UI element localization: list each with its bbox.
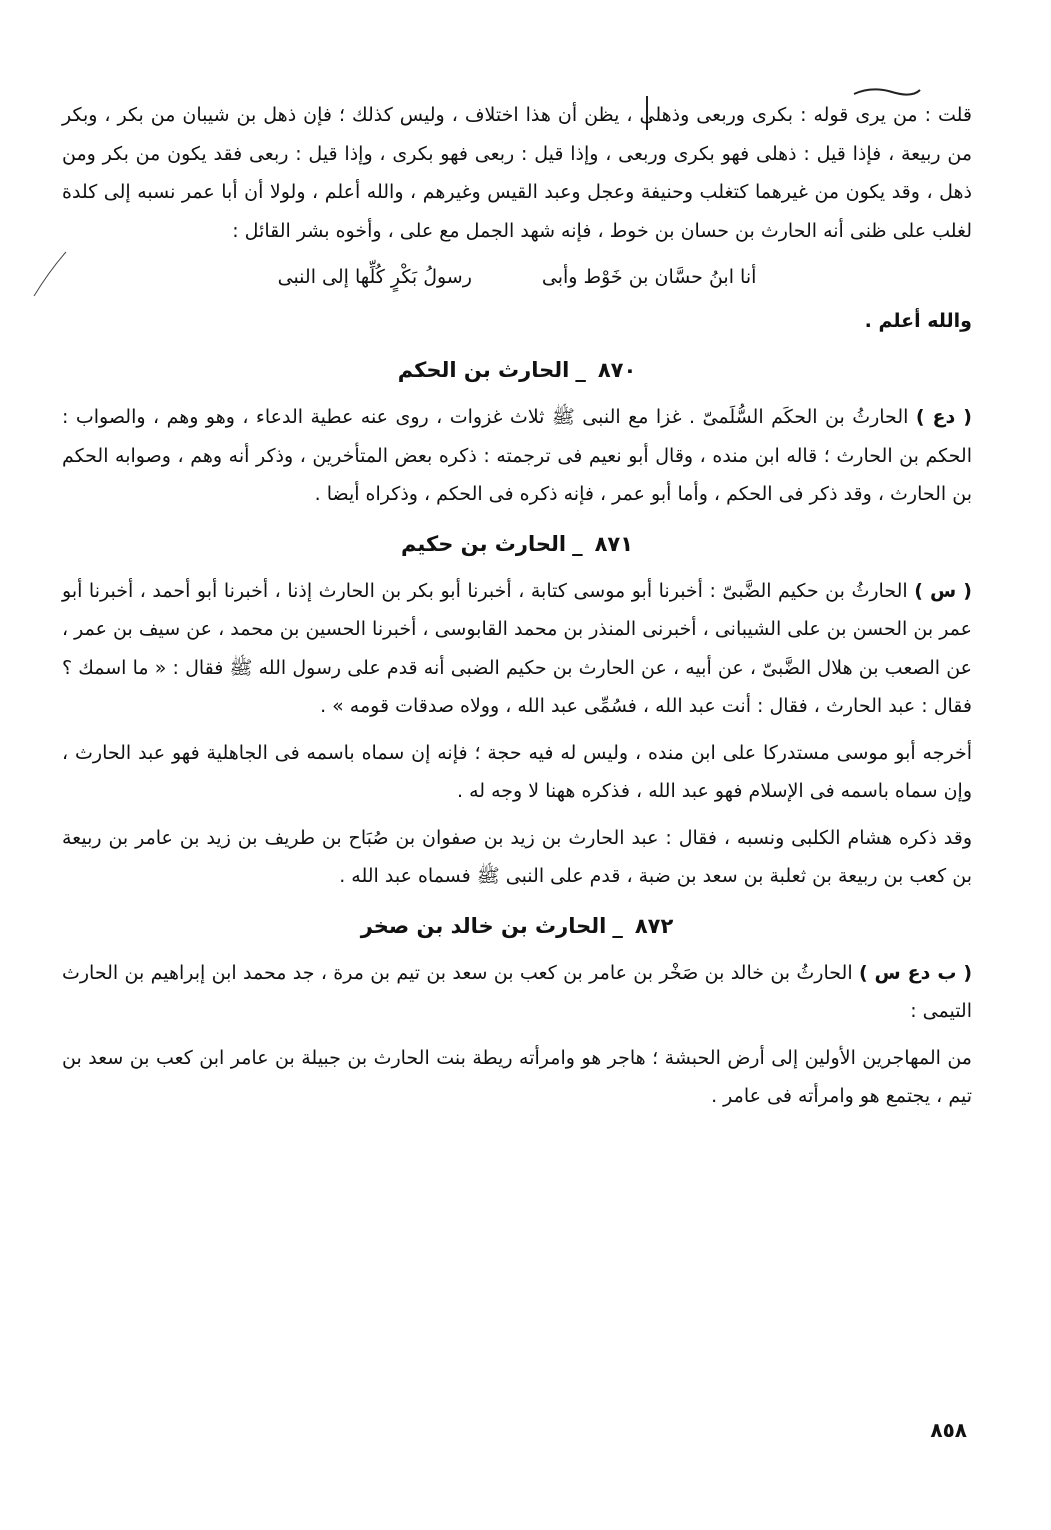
- entry-heading: [62, 354, 972, 386]
- paragraph-text: الحارثُ بن حكيم الضَّبىّ : أخبرنا أبو موسى كتابة ، أخبرنا أبو بكر بن الحارث إذنا ، أخبرنا أبو أحمد ، أخبرنا أبو عمر بن الحسن بن على الشيبانى ، أخبرنى المنذر بن محمد القابوسى ، أخبرنا الحسين بن محمد ، عن سيف بن عمر ، عن الصعب بن هلال الضَّبىّ ، عن أبيه ، عن الحارث بن حكيم الضبى أنه قدم على رسول الله ﷺ فقال : « ما اسمك ؟ فقال : عبد الحارث ، فقال : أنت عبد الله ، فسُمِّى عبد الله ، وولاه صدقات قومه » .: [62, 579, 972, 717]
- source-tag: ( ب دع س ): [858, 961, 973, 984]
- entry-title: الحارث بن خالد بن صخر: [360, 913, 607, 938]
- intro-closing: والله أعلم .: [864, 310, 972, 332]
- source-tag: ( س ): [914, 579, 972, 602]
- entry-dash: _: [572, 531, 583, 556]
- entry-paragraph: أخرجه أبو موسى مستدركا على ابن منده ، وليس له فيه حجة ؛ فإنه إن سماه باسمه فى الجاهلية فهو عبد الحارث ، وإن سماه باسمه فى الإسلام فهو عبد الله ، فذكره ههنا لا وجه له .: [62, 741, 972, 802]
- entry-paragraph: [62, 954, 972, 1031]
- entry-title: الحارث بن الحكم: [397, 358, 570, 382]
- source-tag: ( دع ): [915, 406, 972, 428]
- paragraph-text: الحارثُ بن الحكَم السُّلَمىّ . غزا مع النبى ﷺ ثلاث غزوات ، روى عنه عطية الدعاء ، وهو وهم ، والصواب : الحكم بن الحارث ؛ قاله ابن منده ، وقال أبو نعيم فى ترجمته : ذكره بعض المتأخرين ، وذكر أنه وهم ، وصوابه الحكم بن الحارث ، وقد ذكر فى الحكم ، وأما أبو عمر ، فإنه ذكره فى الحكم ، وذكراه أيضا .: [62, 406, 972, 505]
- book-page: [62, 96, 972, 1116]
- entry-heading: [62, 528, 972, 560]
- entry-number: ٨٧٠: [597, 358, 637, 382]
- paragraph-text: الحارثُ بن خالد بن صَخْر بن عامر بن كعب بن سعد بن تيم بن مرة ، جد محمد ابن إبراهيم بن الحارث التيمى :: [62, 961, 972, 1022]
- entry-paragraph: من المهاجرين الأولين إلى أرض الحبشة ؛ هاجر هو وامرأته ريطة بنت الحارث بن جبيلة بن عامر ابن كعب بن سعد بن تيم ، يجتمع هو وامرأته فى عامر .: [62, 1046, 972, 1107]
- entry-paragraph: [62, 398, 972, 514]
- entry-dash: _: [612, 913, 623, 938]
- verse-second-hemistich: رسولُ بَكْرٍ كُلِّها إلى النبى: [277, 266, 472, 288]
- page-number: ٨٥٨: [930, 1418, 967, 1442]
- entry-paragraph: [62, 572, 972, 726]
- entry-paragraph: وقد ذكره هشام الكلبى ونسبه ، فقال : عبد الحارث بن زيد بن صفوان بن صُبَاح بن طريف بن زيد بن عامر بن ربيعة بن كعب بن ربيعة بن ثعلبة بن سعد بن ضبة ، قدم على النبى ﷺ فسماه عبد الله .: [62, 826, 972, 887]
- entry-heading: [62, 910, 972, 942]
- poetry-verse: [62, 258, 972, 296]
- entry-title: الحارث بن حكيم: [400, 531, 567, 556]
- verse-first-hemistich: أنا ابنُ حسَّان بن خَوْط وأبى: [541, 266, 757, 288]
- intro-paragraph: قلت : من يرى قوله : بكرى وربعى وذهلى ، يظن أن هذا اختلاف ، وليس كذلك ؛ فإن ذهل بن شيبان من بكر ، وبكر من ربيعة ، فإذا قيل : ذهلى فهو بكرى وربعى ، وإذا قيل : ربعى فهو بكرى ، وإذا قيل : ربعى فقد يكون من بكر ومن ذهل ، وقد يكون من غيرهما كتغلب وحنيفة وعجل وعبد القيس وغيرهم ، والله أعلم ، ولولا أن أبا عمر نسبه إلى كلدة لغلب على ظنى أنه الحارث بن حسان بن خوط ، فإنه شهد الجمل مع على ، وأخوه بشر القائل :: [62, 104, 972, 242]
- entry-number: ٨٧٢: [634, 913, 674, 938]
- entry-number: ٨٧١: [594, 531, 634, 556]
- entry-dash: _: [575, 358, 586, 382]
